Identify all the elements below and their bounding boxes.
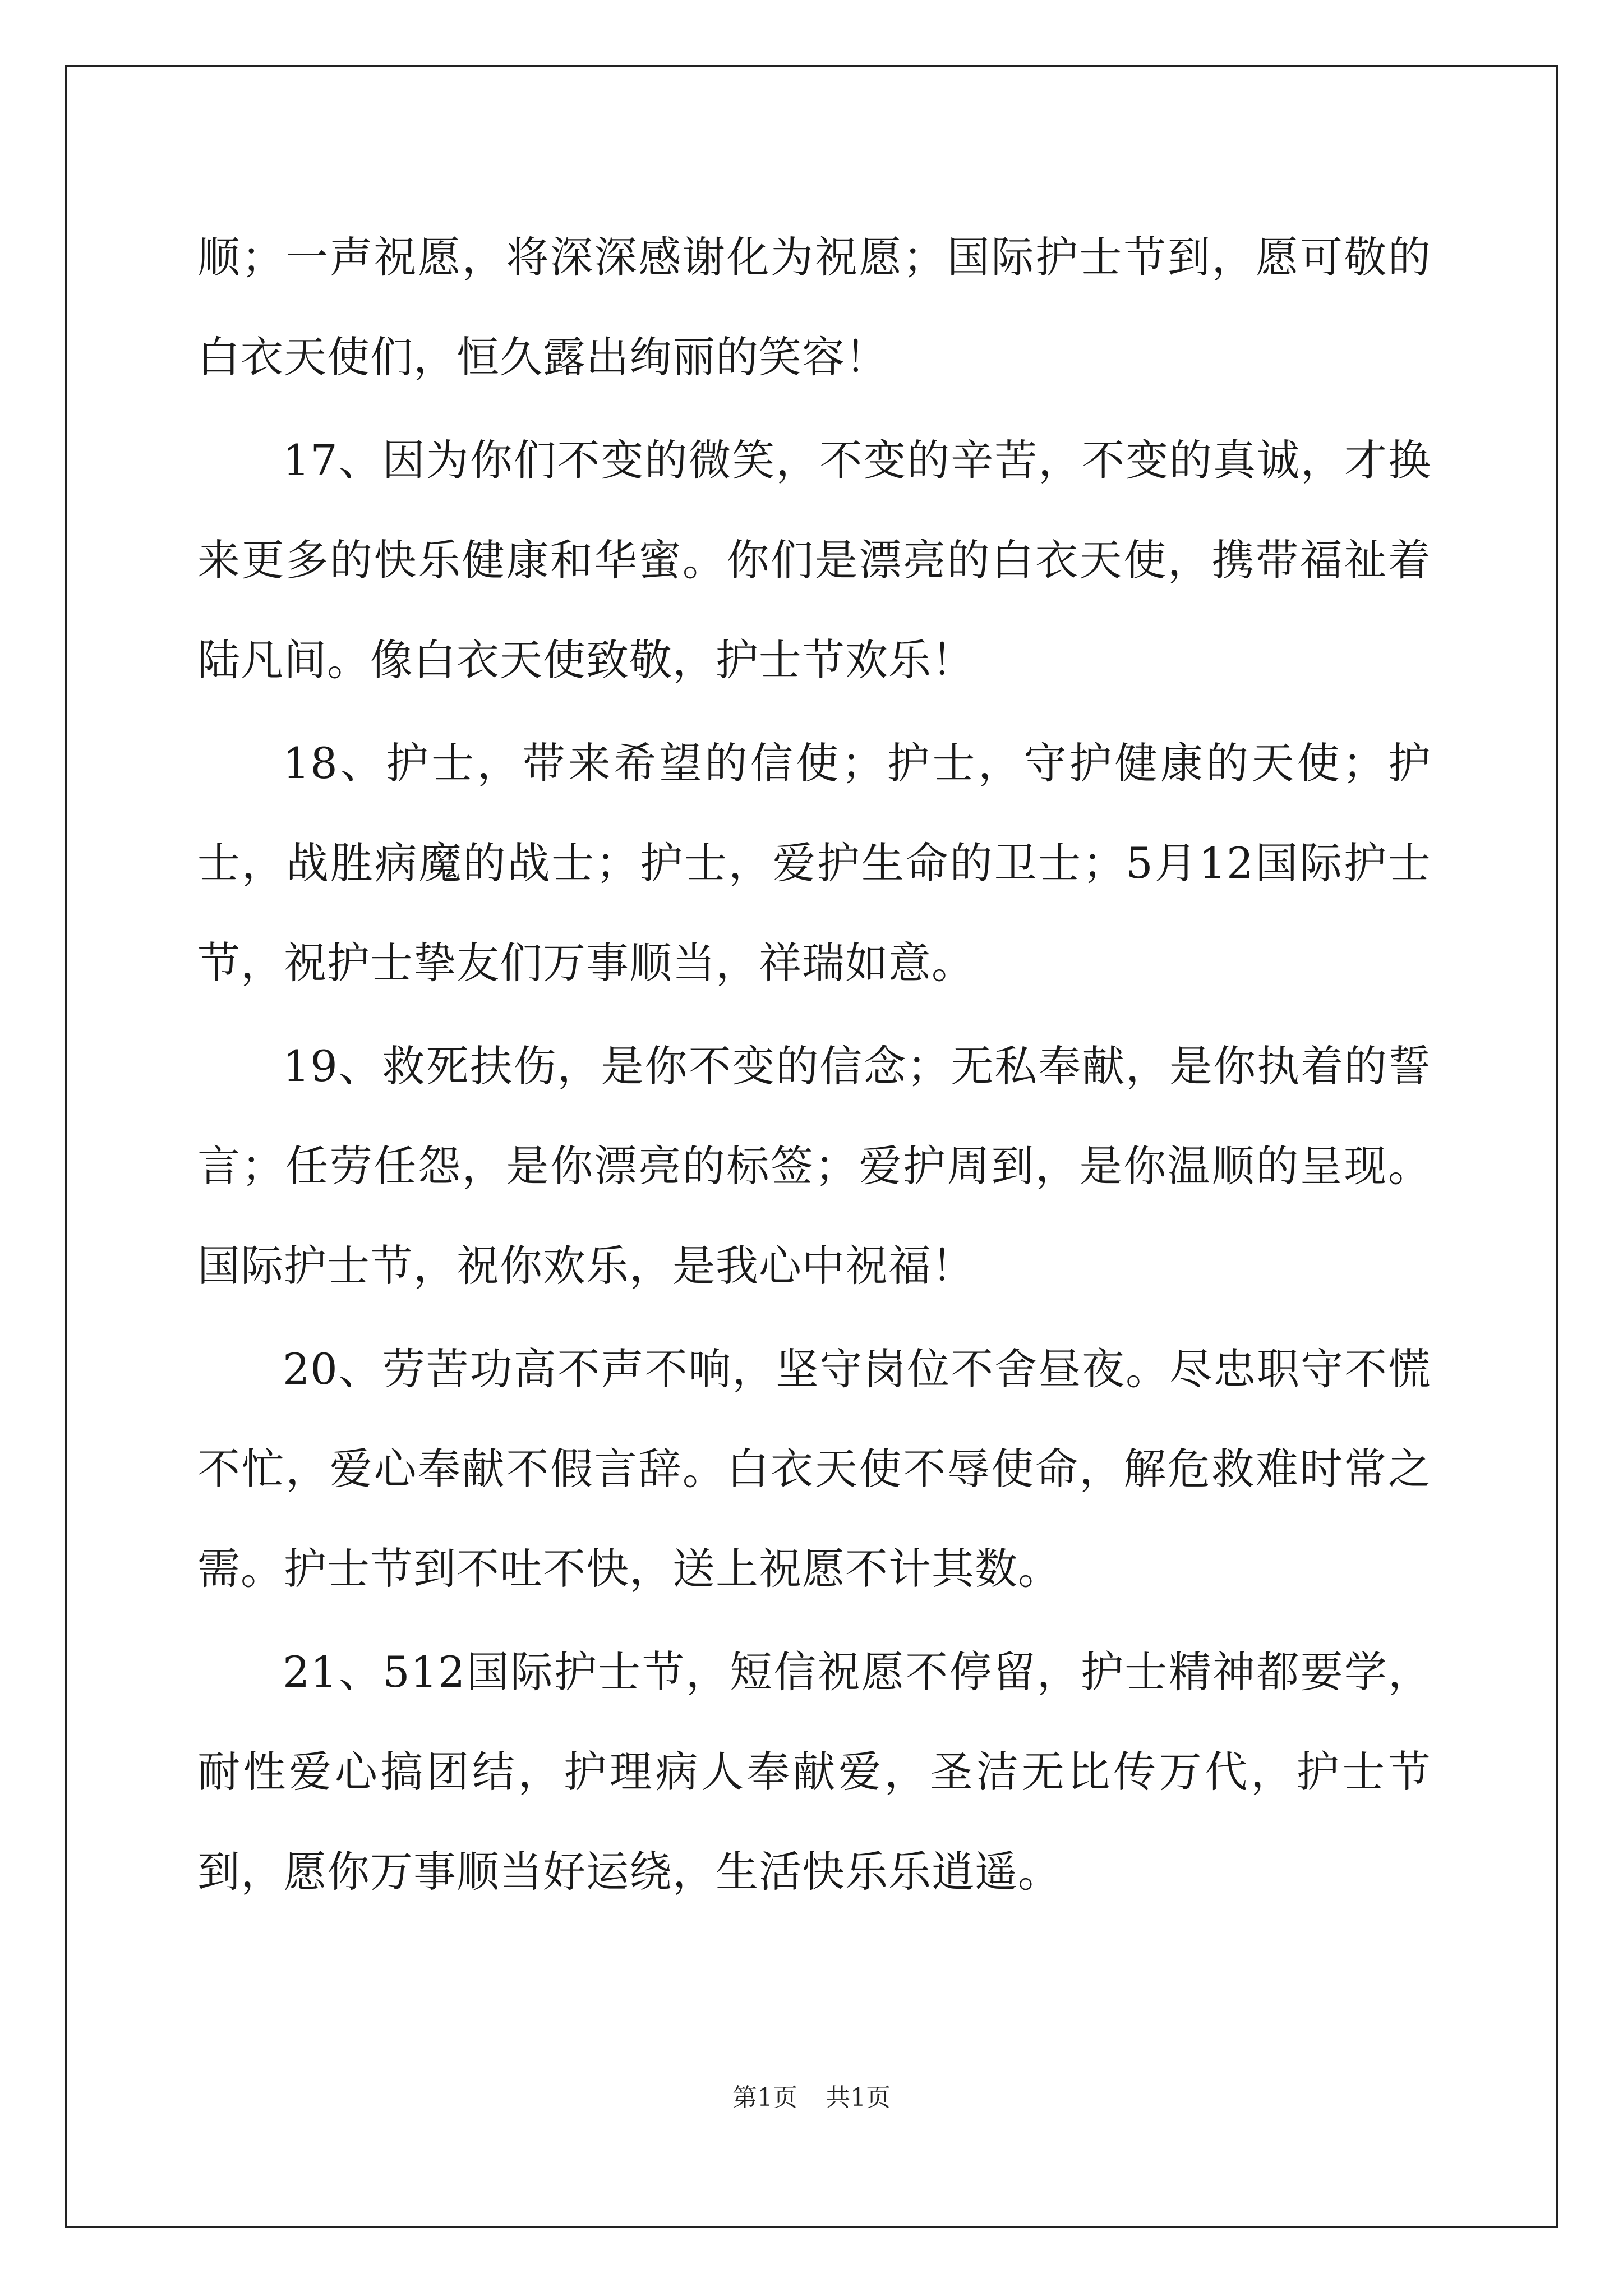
paragraph: 18、护士，带来希望的信使；护士，守护健康的天使；护士，战胜病魔的战士；护士，爱护生命的卫士；5月12国际护士节，祝护士挚友们万事顺当，祥瑞如意。 — [197, 738, 1431, 988]
paragraph: 17、因为你们不变的微笑，不变的辛苦，不变的真诚，才换来更多的快乐健康和华蜜。你们是漂亮的白衣天使，携带福祉着陆凡间。像白衣天使致敬，护士节欢乐！ — [197, 435, 1431, 685]
page-total: 共1页 — [826, 2083, 891, 2112]
paragraph: 21、512国际护士节，短信祝愿不停留，护士精神都要学，耐性爱心搞团结，护理病人奉献爱，圣洁无比传万代，护士节到，愿你万事顺当好运绕，生活快乐乐逍遥。 — [197, 1647, 1431, 1897]
document-body — [197, 208, 1431, 1922]
page-number: 第1页 — [732, 2083, 797, 2112]
paragraph: 顺；一声祝愿，将深深感谢化为祝愿；国际护士节到，愿可敬的白衣天使们，恒久露出绚丽的笑容！ — [197, 232, 1431, 382]
paragraph: 20、劳苦功高不声不响，坚守岗位不舍昼夜。尽忠职守不慌不忙，爱心奉献不假言辞。白衣天使不辱使命，解危救难时常之需。护士节到不吐不快，送上祝愿不计其数。 — [197, 1344, 1431, 1594]
page-footer — [0, 2081, 1623, 2115]
paragraph: 19、救死扶伤，是你不变的信念；无私奉献，是你执着的誓言；任劳任怨，是你漂亮的标签；爱护周到，是你温顺的呈现。国际护士节，祝你欢乐，是我心中祝福！ — [197, 1041, 1431, 1291]
